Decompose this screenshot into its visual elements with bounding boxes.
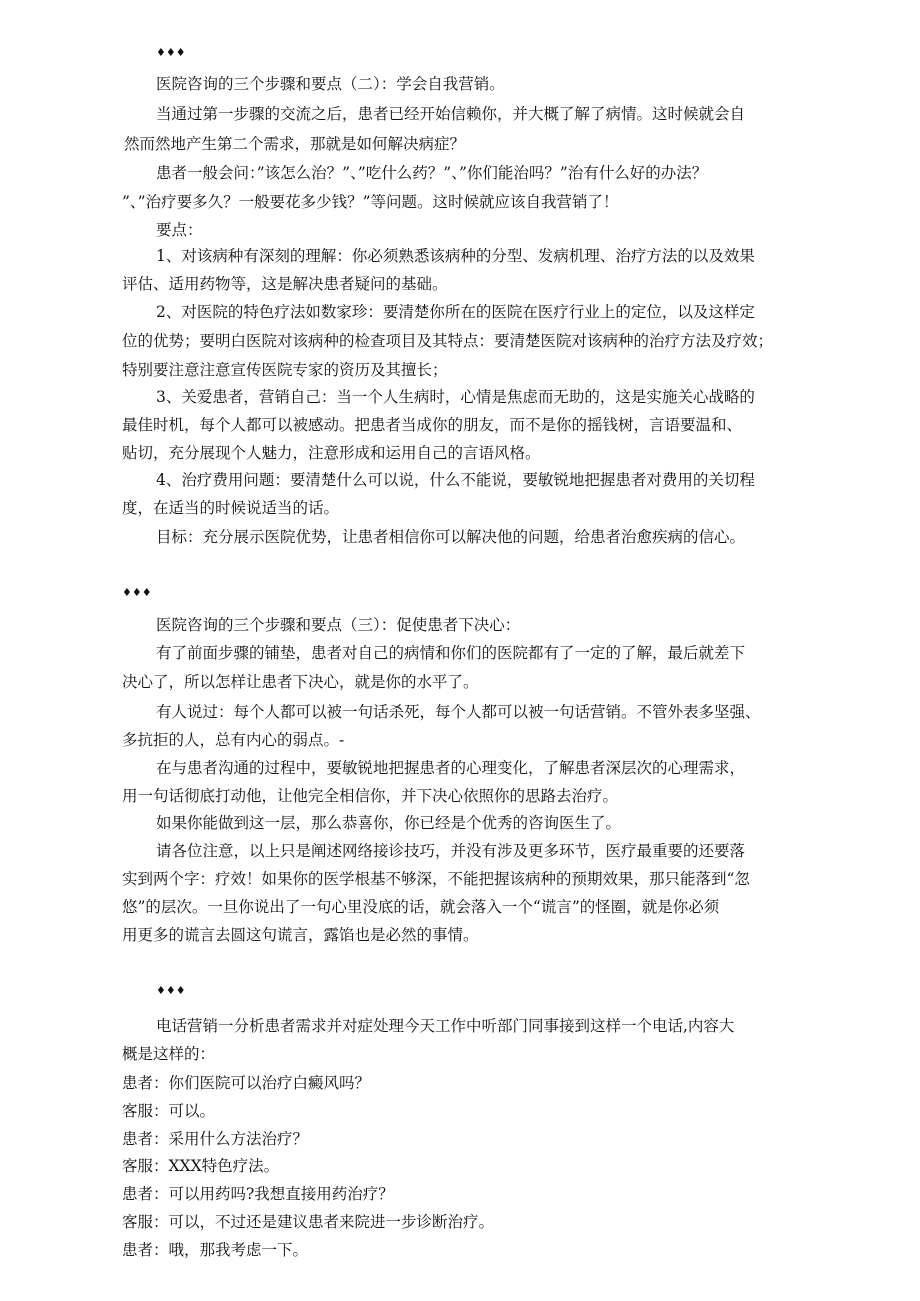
paragraph-line: 位的优势；要明白医院对该病种的检查项目及其特点：要清楚医院对该病种的治疗方法及疗效； bbox=[122, 332, 774, 350]
paragraph-line: 实到两个字：疗效！如果你的医学根基不够深，不能把握该病种的预期效果，那只能落到“忽 bbox=[122, 870, 750, 888]
section-2-title: 医院咨询的三个步骤和要点（三）：促使患者下决心： bbox=[156, 616, 521, 634]
paragraph-line: 概是这样的： bbox=[122, 1045, 216, 1063]
section-1-title: 医院咨询的三个步骤和要点（二）：学会自我营销。 bbox=[156, 75, 505, 93]
section-divider-2: ♦♦♦ bbox=[122, 586, 152, 599]
paragraph-line: 决心了，所以怎样让患者下决心，就是你的水平了。 bbox=[122, 673, 479, 691]
paragraph-line: 3、关爱患者，营销自己：当一个人生病时，心情是焦虑而无助的，这是实施关心战略的 bbox=[156, 388, 755, 406]
dialogue-line: 客服：可以，不过还是建议患者来院进一步诊断治疗。 bbox=[122, 1213, 495, 1231]
dialogue-line: 患者：哦，那我考虑一下。 bbox=[122, 1241, 309, 1259]
paragraph-line: 如果你能做到这一层，那么恭喜你，你已经是个优秀的咨询医生了。 bbox=[156, 814, 622, 832]
paragraph-line: 在与患者沟通的过程中，要敏锐地把握患者的心理变化，了解患者深层次的心理需求， bbox=[156, 759, 746, 777]
paragraph-line: 特别要注意注意宣传医院专家的资历及其擅长； bbox=[122, 361, 448, 379]
paragraph-line: 悠”的层次。一旦你说出了一句心里没底的话，就会落入一个“谎言”的怪圈，就是你必须 bbox=[122, 898, 720, 916]
dialogue-line: 患者：可以用药吗?我想直接用药治疗？ bbox=[122, 1185, 394, 1203]
paragraph-line: 有了前面步骤的铺垫，患者对自己的病情和你们的医院都有了一定的了解，最后就差下 bbox=[156, 644, 746, 662]
dialogue-line: 患者：你们医院可以治疗白癜风吗？ bbox=[122, 1074, 371, 1092]
paragraph-line: 度，在适当的时候说适当的话。 bbox=[122, 499, 340, 517]
paragraph-line: 有人说过：每个人都可以被一句话杀死，每个人都可以被一句话营销。不管外表多坚强、 bbox=[156, 703, 761, 721]
paragraph-line: 当通过第一步骤的交流之后，患者已经开始信赖你，并大概了解了病情。这时候就会自 bbox=[156, 105, 746, 123]
paragraph-line: 患者一般会问：”该怎么治？”、”吃什么药？”、”你们能治吗？”治有什么好的办法？ bbox=[156, 164, 708, 182]
paragraph-line: 然而然地产生第二个需求，那就是如何解决病症？ bbox=[124, 135, 466, 153]
paragraph-line: 请各位注意，以上只是阐述网络接诊技巧，并没有涉及更多环节，医疗最重要的还要落 bbox=[156, 842, 746, 860]
paragraph-line: 最佳时机，每个人都可以被感动。把患者当成你的朋友，而不是你的摇钱树，言语要温和、 bbox=[122, 416, 743, 434]
paragraph-line: 2、对医院的特色疗法如数家珍：要清楚你所在的医院在医疗行业上的定位，以及这样定 bbox=[156, 303, 755, 321]
paragraph-line: ”、”治疗要多久？一般要花多少钱？”等问题。这时候就应该自我营销了！ bbox=[122, 193, 619, 211]
paragraph-line: 评估、适用药物等，这是解决患者疑问的基础。 bbox=[122, 275, 448, 293]
paragraph-line: 贴切，充分展现个人魅力，注意形成和运用自己的言语风格。 bbox=[122, 444, 541, 462]
paragraph-line: 用一句话彻底打动他，让他完全相信你，并下决心依照你的思路去治疗。 bbox=[122, 787, 619, 805]
paragraph-line: 目标：充分展示医院优势，让患者相信你可以解决他的问题，给患者治愈疾病的信心。 bbox=[156, 528, 746, 546]
dialogue-line: 客服：可以。 bbox=[122, 1102, 216, 1120]
section-3-title: 电话营销一分析患者需求并对症处理今天工作中听部门同事接到这样一个电话,内容大 bbox=[156, 1017, 735, 1035]
section-divider-3: ♦♦♦ bbox=[156, 984, 186, 997]
dialogue-line: 客服：XXX特色疗法。 bbox=[122, 1157, 280, 1175]
key-points-heading: 要点： bbox=[156, 221, 203, 239]
paragraph-line: 1、对该病种有深刻的理解：你必须熟悉该病种的分型、发病机理、治疗方法的以及效果 bbox=[156, 247, 755, 265]
section-divider-1: ♦♦♦ bbox=[156, 46, 186, 59]
dialogue-line: 患者：采用什么方法治疗？ bbox=[122, 1130, 309, 1148]
paragraph-line: 多抗拒的人，总有内心的弱点。- bbox=[122, 731, 345, 749]
paragraph-line: 用更多的谎言去圆这句谎言，露馅也是必然的事情。 bbox=[122, 926, 479, 944]
paragraph-line: 4、治疗费用问题：要清楚什么可以说，什么不能说，要敏锐地把握患者对费用的关切程 bbox=[156, 471, 755, 489]
